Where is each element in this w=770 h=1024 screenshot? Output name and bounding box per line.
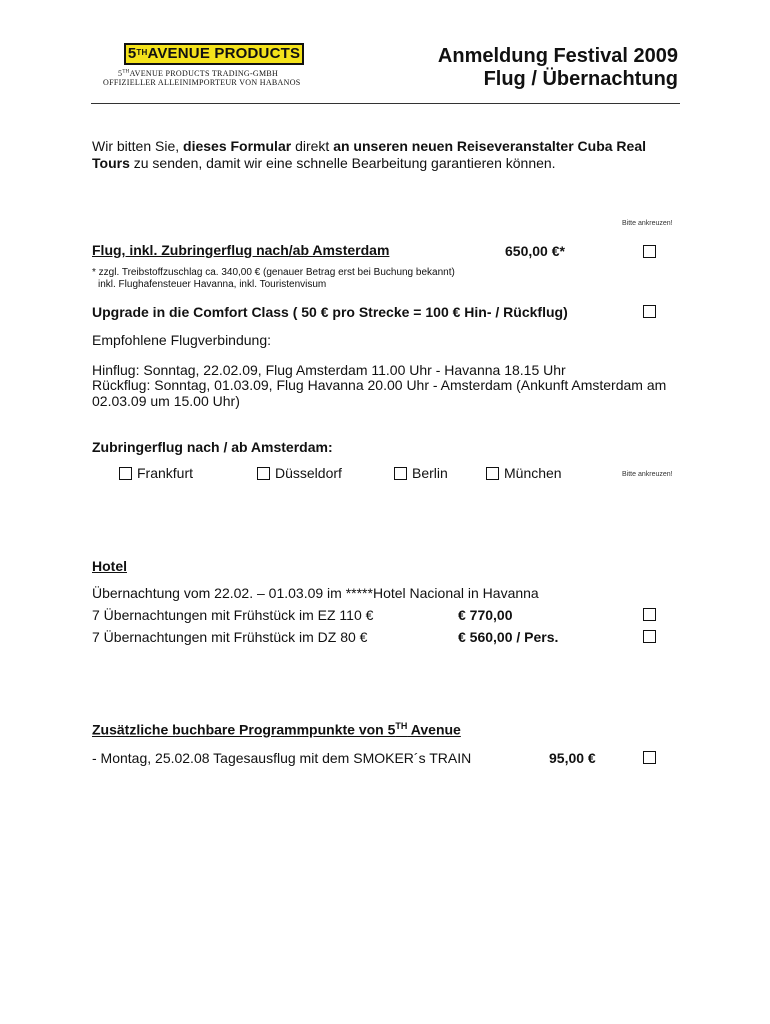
frankfurt-checkbox[interactable] [119, 467, 132, 480]
city-option-frankfurt[interactable]: Frankfurt [119, 465, 193, 481]
logo-subline-1: 5THAVENUE PRODUCTS TRADING-GMBH [118, 69, 279, 78]
extras-heading: Zusätzliche buchbare Programmpunkte von 5TH Avenue [92, 721, 461, 738]
city-option-muenchen[interactable]: München [486, 465, 562, 481]
extras-item-1-checkbox[interactable] [643, 751, 656, 764]
city-option-berlin[interactable]: Berlin [394, 465, 448, 481]
upgrade-label: Upgrade in die Comfort Class ( 50 € pro Strecke = 100 € Hin- / Rückflug) [92, 304, 568, 320]
hotel-dz-checkbox[interactable] [643, 630, 656, 643]
page-title: Anmeldung Festival 2009 [437, 45, 678, 67]
feeder-heading: Zubringerflug nach / ab Amsterdam: [92, 439, 333, 455]
header-divider [91, 103, 680, 104]
muenchen-checkbox[interactable] [486, 467, 499, 480]
hotel-ez-label: 7 Übernachtungen mit Frühstück im EZ 110 € [92, 607, 374, 623]
extras-item-1: - Montag, 25.02.08 Tagesausflug mit dem SMOKER´s TRAIN [92, 750, 472, 766]
duesseldorf-checkbox[interactable] [257, 467, 270, 480]
outbound-flight: Hinflug: Sonntag, 22.02.09, Flug Amsterdam 11.00 Uhr - Havanna 18.15 Uhr [92, 362, 566, 378]
flight-price: 650,00 €* [505, 243, 565, 259]
hotel-ez-price: € 770,00 [458, 607, 513, 623]
upgrade-checkbox[interactable] [643, 305, 656, 318]
berlin-checkbox[interactable] [394, 467, 407, 480]
page-subtitle: Flug / Übernachtung [483, 68, 678, 90]
recommended-label: Empfohlene Flugverbindung: [92, 332, 272, 348]
hotel-ez-checkbox[interactable] [643, 608, 656, 621]
flight-note-1: * zzgl. Treibstoffzuschlag ca. 340,00 € (genauer Betrag erst bei Buchung bekannt) [92, 267, 455, 278]
feeder-check-hint: Bitte ankreuzen! [622, 471, 673, 478]
hotel-stay: Übernachtung vom 22.02. – 01.03.09 im *****Hotel Nacional in Havanna [92, 585, 539, 601]
hotel-dz-label: 7 Übernachtungen mit Frühstück im DZ 80 € [92, 629, 368, 645]
check-hint: Bitte ankreuzen! [622, 220, 673, 227]
hotel-heading: Hotel [92, 558, 127, 574]
hotel-dz-price: € 560,00 / Pers. [458, 629, 559, 645]
city-option-duesseldorf[interactable]: Düsseldorf [257, 465, 342, 481]
logo-subline-2: OFFIZIELLER ALLEINIMPORTEUR VON HABANOS [103, 78, 301, 87]
logo-text: 5THAVENUE PRODUCTS [127, 45, 301, 62]
flight-checkbox[interactable] [643, 245, 656, 258]
flight-heading: Flug, inkl. Zubringerflug nach/ab Amsterdam [92, 242, 390, 258]
company-logo [124, 43, 304, 65]
intro-paragraph: Wir bitten Sie, dieses Formular direkt an unseren neuen Reiseveranstalter Cuba Real Tours zu senden, damit wir eine schnelle Bearbeitung garantieren können. [92, 138, 646, 171]
extras-item-1-price: 95,00 € [549, 750, 596, 766]
return-flight-1: Rückflug: Sonntag, 01.03.09, Flug Havanna 20.00 Uhr - Amsterdam (Ankunft Amsterdam am [92, 377, 667, 393]
flight-note-2: inkl. Flughafensteuer Havanna, inkl. Touristenvisum [98, 279, 327, 290]
return-flight-2: 02.03.09 um 15.00 Uhr) [92, 393, 240, 409]
